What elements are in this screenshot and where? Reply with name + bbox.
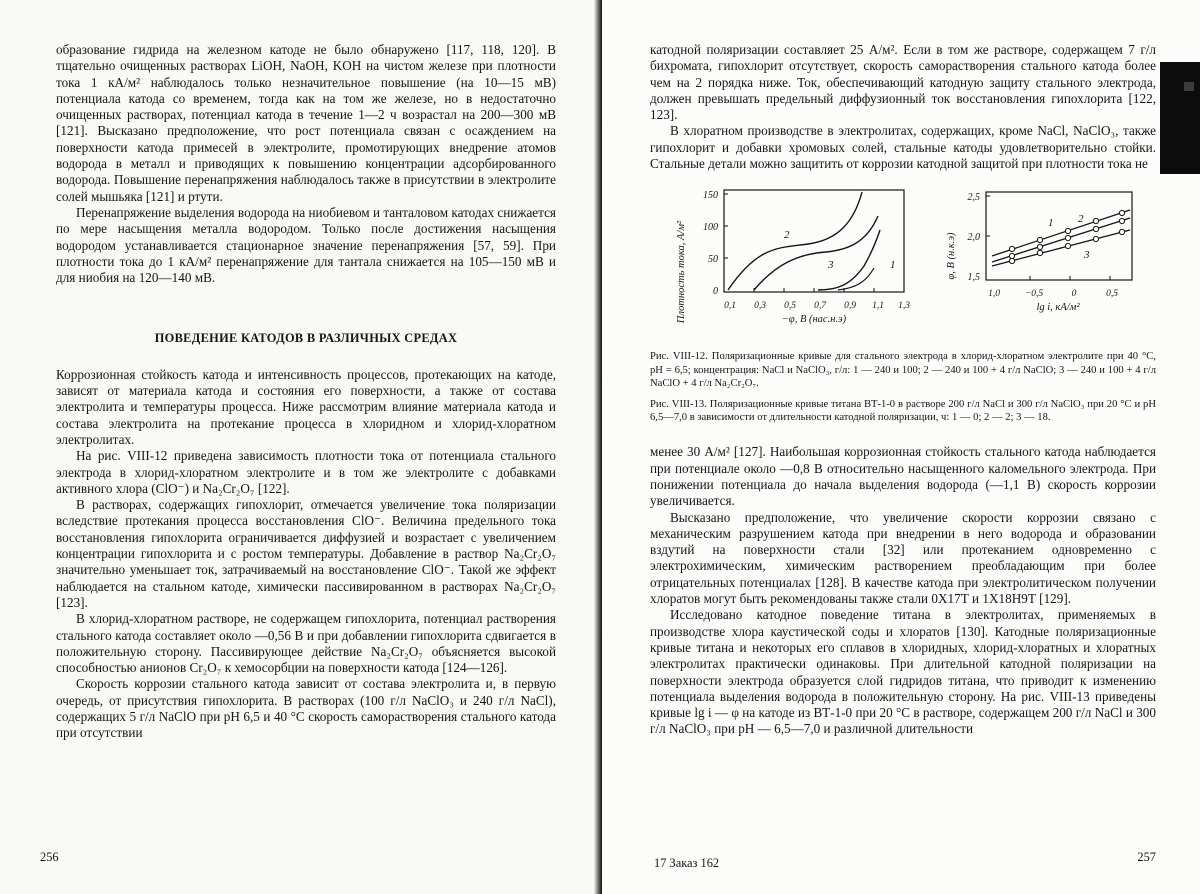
page-number: 257 [1137,850,1156,864]
fig13-x-tick: 1,0 [988,289,1000,300]
figure-caption-13: Рис. VIII-13. Поляризационные кривые титана ВТ-1-0 в растворе 200 г/л NaCl и 300 г/л NaClO₃ при 20 °С и pH 6,5—7,0 в зависимости от длительности катодной поляризации, ч: 1 — 0; 2 — 2; 3 — 18. [650,398,1156,424]
fig13-x-tick: 0,5 [1106,289,1118,300]
paragraph: Скорость коррозии стального катода зависит от состава электролита и, в первую очередь, от присутствия гипохлорита. В растворах (100 г/л NaClO₃ и 240 г/л NaCl), содержащих 5 г/л NaClO при pH 6,5 и 40 °С скорость саморастворения стального катода при отсутствии [56,676,556,741]
fig12-ticks [724,194,874,292]
fig13-y-axis-label: φ, В (н.к.э) [946,232,957,280]
fig12-curve-label-1: 1 [890,259,896,272]
right-page [602,0,1200,894]
fig13-x-tick: 0 [1071,289,1077,300]
fig13-markers [1009,211,1124,264]
paragraph: В хлоратном производстве в электролитах, содержащих, кроме NaCl, NaClO₃, также гипохлорит и добавки хромовых солей, стальные катоды удовлетворительно стойки. Стальные детали можно защитить от коррозии катодной защитой при плотности тока не [650,123,1156,172]
fig12-x-tick: 1,1 [872,301,884,312]
paragraph: Коррозионная стойкость катода и интенсивность процессов, протекающих на катоде, зависят от материала катода и состояния его поверхности, а также от состава электролита и температуры процесса. Ниже рассмотрим влияние материала катода и состава электролита на протекание процесса в хлоридном и хлорид-хлоратном электролитах. [56,366,556,447]
left-text-column [56,42,556,742]
page-edge-mark [1160,62,1200,174]
fig13-y-tick: 1,5 [967,272,980,284]
paragraph: На рис. VIII-12 приведена зависимость плотности тока от потенциала стального электрода в хлорид-хлоратном электролите и в том же электролите с добавками активного хлора (ClO⁻) и Na₂Cr₂O₇ [122]. [56,448,556,496]
fig12-curve-2 [728,192,862,290]
fig12-y-axis-label: Плотность тока, А/м² [676,221,687,324]
fig13-plot-frame [986,192,1132,280]
figures-row [650,186,1156,346]
fig12-x-tick: 0,1 [724,301,736,312]
page-number: 256 [40,850,59,864]
figure-caption-12: Рис. VIII-12. Поляризационные кривые для стального электрода в хлорид-хлоратном электролите при 40 °С, pH = 6,5; концентрация: NaCl и NaClO₃, г/л: 1 — 240 и 100; 2 — 240 и 100 + 4 г/л NaClO; 3 — 240 и 100 + 4 г/л NaClO + 4 г/л Na₂Cr₂O₇. [650,351,1156,389]
fig13-curve-label-1: 1 [1048,217,1054,230]
fig13-y-tick: 2,0 [967,232,980,244]
fig12-plot-frame [724,190,904,292]
paragraph: катодной поляризации составляет 25 А/м². Если в том же растворе, содержащем 7 г/л бихромата, гипохлорит отсутствует, скорость саморастворения стального катода более чем на 2 порядка ниже. Ток, обеспечивающий катодную защиту стального электрода, должен превышать предельный диффузионный ток восстановления гипохлорита [122, 123]. [650,42,1156,123]
fig12-y-tick: 100 [703,222,718,234]
fig13-y-tick: 2,5 [967,192,980,204]
fig12-y-tick: 50 [708,254,718,266]
fig13-curve-label-2: 2 [1078,213,1084,226]
fig12-y-ticks [703,190,718,297]
section-heading: ПОВЕДЕНИЕ КАТОДОВ В РАЗЛИЧНЫХ СРЕДАХ [154,331,458,346]
fig12-x-tick: 0,5 [784,301,796,312]
fig12-y-tick: 0 [713,286,718,298]
fig13-x-tick: −0,5 [1024,289,1044,300]
figure-viii-13 [940,186,1140,344]
paragraph: менее 30 А/м² [127]. Наибольшая коррозионная стойкость стального катода наблюдается при потенциале около —0,8 В относительно насыщенного каломельного электрода. При понижении потенциала до начала выделения водорода (—1,1 В) скорость коррозии увеличивается. [650,444,1156,509]
fig12-x-tick: 0,3 [754,301,766,312]
fig13-y-ticks [968,192,981,283]
fig12-x-axis-label: −φ, В (нас.н.э) [781,314,847,326]
right-text-column [650,42,1156,738]
fig12-y-tick: 150 [703,190,718,202]
paragraph: Исследовано катодное поведение титана в электролитах, применяемых в производстве хлора каустической соды и хлоратов [130]. Катодные поляризационные кривые титана и некоторых его сплавов в хлоридных, хлорид-хлоратных и хлоратных электролитах практически одинаковы. При длительной катодной поляризации на поверхности электрода образуется слой гидридов титана, что приводит к изменению потенциала выделения водорода в положительную сторону. На рис. VIII-13 приведены кривые lg i — φ на катоде из ВТ-1-0 при 20 °С в растворе, содержащем 200 г/л NaCl и 300 г/л NaClO₃ при pH — 6,5—7,0 и различной длительности [650,607,1156,737]
fig12-x-tick: 0,7 [814,301,826,312]
fig12-x-tick: 1,3 [898,301,910,312]
fig12-curve-label-3: 3 [828,259,834,272]
fig12-curve-label-2: 2 [784,229,790,242]
printer-signature: 17 Заказ 162 [654,856,720,870]
fig13-x-ticks [988,289,1118,299]
fig12-curve-3 [754,216,878,290]
left-page [0,0,598,894]
fig12-curve-1b [838,268,874,290]
paragraph: образование гидрида на железном катоде не было обнаружено [117, 118, 120]. В тщательно очищенных растворах LiOH, NaOH, KOH на чистом железе при плотности тока 1 кА/м² наблюдалось только незначительное повышение (на 10—15 мВ) потенциала катода со временем, тогда как на том же железе, но в недостаточно очищенных растворах, потенциал катода в течение 1—2 ч возрастал на 200—300 мВ [121]. Высказано предположение, что рост потенциала связан с осаждением на поверхности катода примесей в электролите, промотирующих внедрение атомов водорода в металл и приводящих к повышению концентрации адсорбированного водорода. Повышение перенапряжения наблюдалось также в присутствии в электролите солей мышьяка [121] и ртути. [56,42,556,204]
paragraph: Перенапряжение выделения водорода на ниобиевом и танталовом катодах снижается по мере насыщения металла водородом. Только после достижения насыщения водородом устанавливается стационарное значение перенапряжения [57, 59]. При плотности тока до 1 кА/м² перенапряжение для тантала снижается на 105—150 мВ и для ниобия на 120—140 мВ. [56,204,556,286]
fig12-x-ticks [724,301,910,311]
paragraph: В растворах, содержащих гипохлорит, отмечается увеличение тока поляризации вследствие протекания процесса восстановления ClO⁻. Величина предельного тока восстановления гипохлорита ограничивается диффузией и возрастает с увеличением концентрации гипохлорита и с ростом температуры. Добавление в раствор Na₂Cr₂O₇ значительно уменьшает ток, затрачиваемый на восстановление ClO⁻. Такой же эффект наблюдается на стальном катоде, химически пассивированном в растворах Na₂Cr₂O₇ [123]. [56,497,556,610]
fig13-curve-label-3: 3 [1084,249,1090,262]
figure-viii-12 [668,186,918,344]
fig13-x-axis-label: lg i, кА/м² [1036,302,1080,314]
fig12-x-tick: 0,9 [844,301,856,312]
paragraph: В хлорид-хлоратном растворе, не содержащем гипохлорита, потенциал растворения стального катода составляет около —0,56 В и при добавлении гипохлорита сдвигается в положительную сторону. Пассивирующее действие Na₂Cr₂O₇ объясняется высокой способностью анионов Cr₂O₇ к хемосорбции на поверхности катода [124—126]. [56,611,556,676]
paragraph: Высказано предположение, что увеличение скорости коррозии связано с механическим разрушением катода при внедрении в него водорода и образовании вздутий на поверхности стали [32] или протеканием одновременно с электрохимическим, химическим растворением преобладающим при более отрицательных потенциалах [128]. В качестве катода при электролитическом получении хлоратов могут быть рекомендованы также стали 0Х17Т и 1Х18Н9Т [129]. [650,509,1156,607]
